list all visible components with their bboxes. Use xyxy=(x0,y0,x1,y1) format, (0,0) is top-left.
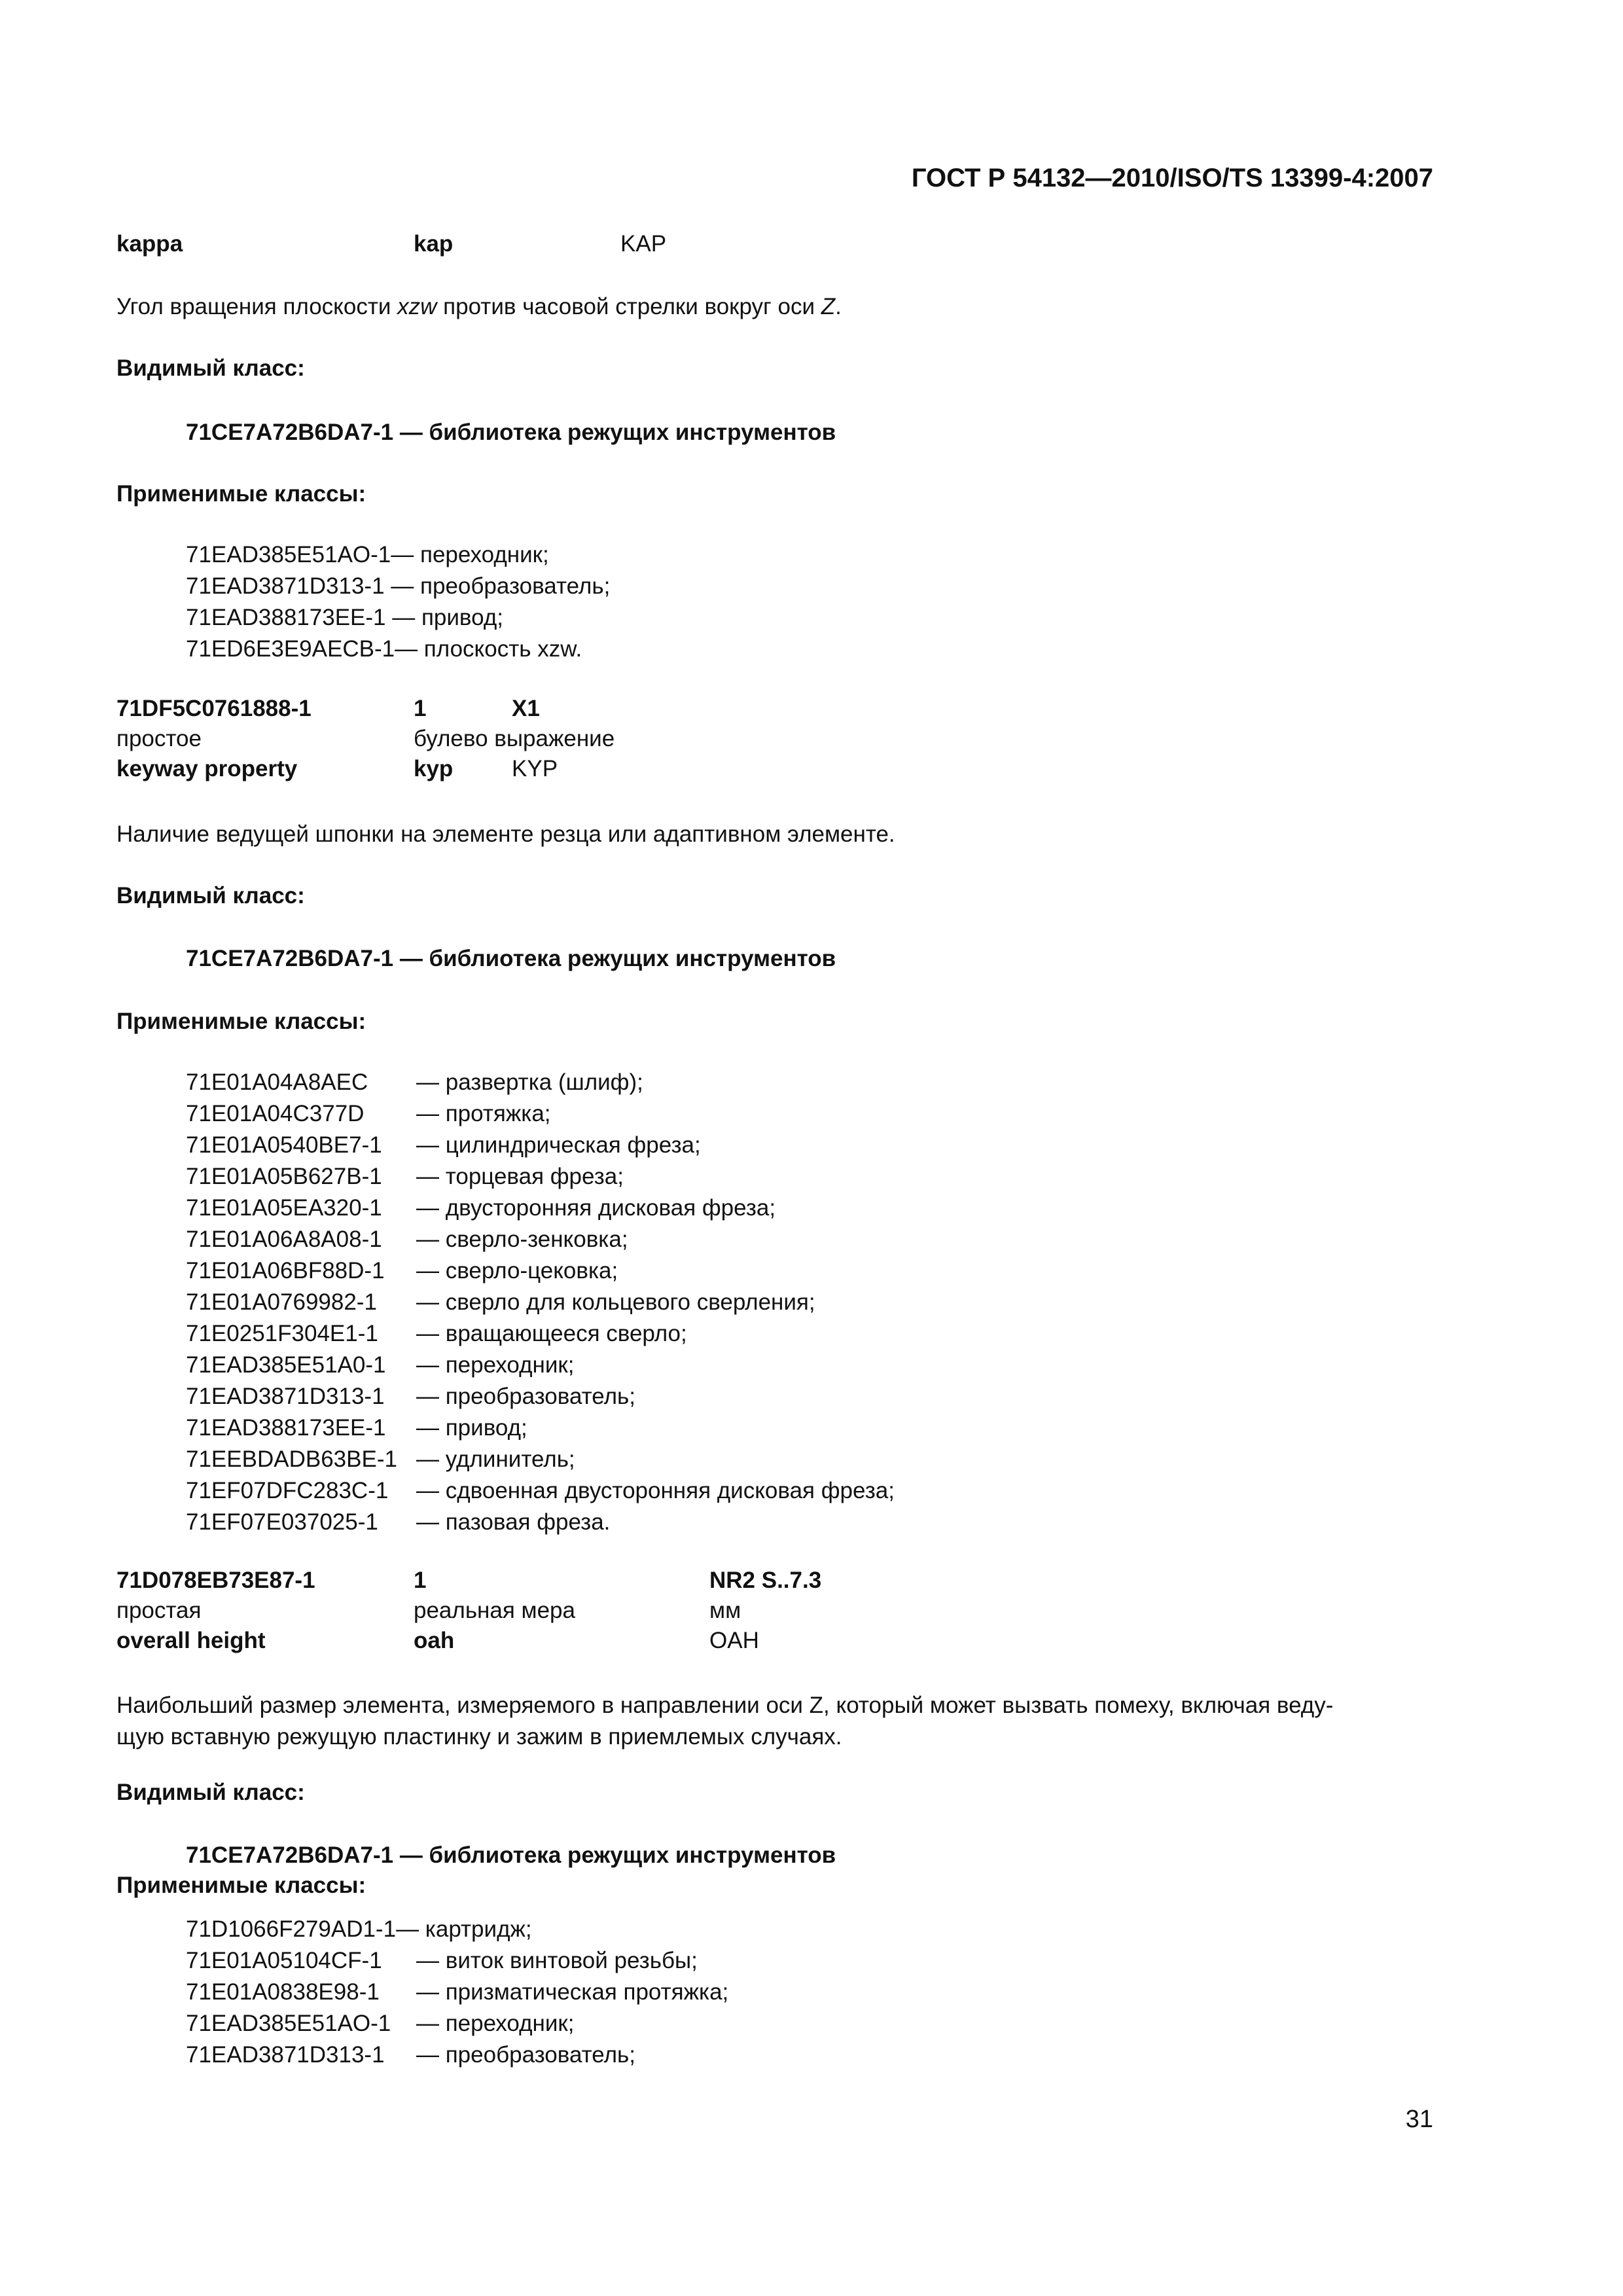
property-description: Наличие ведущей шпонки на элементе резца или адаптивном элементе. xyxy=(116,821,895,847)
list-item: 71E01A0769982-1 — сверло для кольцевого сверления; xyxy=(186,1289,815,1315)
list-item: 71EAD3871D313-1 — преобразователь; xyxy=(186,2042,635,2068)
page-number: 31 xyxy=(1405,2106,1433,2133)
visible-class-value: 71CE7A72B6DA7-1 — библиотека режущих инструментов xyxy=(186,420,836,445)
desc-variable: xzw xyxy=(397,294,437,319)
desc-axis: Z xyxy=(821,294,836,319)
list-item: 71EAD385E51A0-1 — переходник; xyxy=(186,1352,575,1378)
document-header: ГОСТ Р 54132—2010/ISO/TS 13399-4:2007 xyxy=(911,164,1433,192)
list-item: 71EAD388173EE-1 — привод; xyxy=(186,1415,527,1441)
applicable-classes-list xyxy=(186,539,610,665)
property-version: 1 xyxy=(414,696,427,721)
list-item: 71EF07E037025-1 — пазовая фреза. xyxy=(186,1509,611,1535)
list-item: 71E01A04C377D — протяжка; xyxy=(186,1101,551,1126)
list-item: 71E01A0540BE7-1 — цилиндрическая фреза; xyxy=(186,1132,701,1158)
property-version: 1 xyxy=(414,1568,427,1593)
desc-line: Наибольший размер элемента, измеряемого в направлении оси Z, который может вызвать помеху, включая веду- xyxy=(116,1693,1334,1718)
property-code: KAP xyxy=(620,231,667,257)
property-name: keyway property xyxy=(116,756,298,781)
list-item: 71E01A0838E98-1 — призматическая протяжка; xyxy=(186,1979,729,2005)
property-name: kappa xyxy=(116,231,183,257)
desc-text: Угол вращения плоскости xyxy=(116,294,398,319)
property-id: 71DF5C0761888-1 xyxy=(116,696,312,721)
property-format: NR2 S..7.3 xyxy=(709,1568,822,1593)
applicable-classes-label: Применимые классы: xyxy=(116,481,366,507)
list-item: 71E0251F304E1-1 — вращающееся сверло; xyxy=(186,1321,687,1346)
applicable-classes-label: Применимые классы: xyxy=(116,1873,366,1898)
property-name: overall height xyxy=(116,1628,266,1653)
visible-class-value: 71CE7A72B6DA7-1 — библиотека режущих инструментов xyxy=(186,946,836,971)
property-unit: мм xyxy=(709,1598,741,1623)
property-description xyxy=(116,293,842,321)
list-item: 71D1066F279AD1-1— картридж; xyxy=(186,1916,532,1942)
list-item: 71E01A06BF88D-1 — сверло-цековка; xyxy=(186,1258,618,1283)
applicable-classes-list xyxy=(186,1914,728,2071)
desc-text: . xyxy=(835,294,842,319)
desc-text: против часовой стрелки вокруг оси xyxy=(437,294,821,319)
applicable-classes-list xyxy=(186,1067,895,1538)
property-kind: простое xyxy=(116,726,202,751)
list-item: 71E01A06A8A08-1 — сверло-зенковка; xyxy=(186,1227,628,1252)
property-kind: простая xyxy=(116,1598,202,1623)
property-id: 71D078EB73E87-1 xyxy=(116,1568,315,1593)
visible-class-label: Видимый класс: xyxy=(116,883,305,908)
list-item: 71EAD385E51AO-1— переходник; xyxy=(186,542,549,567)
property-abbr: kyp xyxy=(414,756,454,781)
list-item: 71E01A05B627B-1 — торцевая фреза; xyxy=(186,1164,624,1189)
list-item: 71EF07DFC283C-1 — сдвоенная двусторонняя дисковая фреза; xyxy=(186,1478,895,1503)
property-abbr: oah xyxy=(414,1628,455,1653)
applicable-classes-label: Применимые классы: xyxy=(116,1009,366,1034)
list-item: 71EAD388173EE-1 — привод; xyxy=(186,605,503,630)
property-datatype: булево выражение xyxy=(414,726,615,751)
property-code: KYP xyxy=(512,756,558,781)
property-description xyxy=(116,1690,1438,1753)
property-abbr: kap xyxy=(414,231,454,257)
list-item: 71EAD3871D313-1 — преобразователь; xyxy=(186,1384,635,1409)
desc-line: щую вставную режущую пластинку и зажим в приемлемых случаях. xyxy=(116,1724,842,1749)
list-item: 71E01A05104CF-1 — виток винтовой резьбы; xyxy=(186,1948,698,1973)
list-item: 71EAD385E51AO-1 — переходник; xyxy=(186,2011,575,2036)
list-item: 71E01A04A8AEC — развертка (шлиф); xyxy=(186,1069,643,1095)
visible-class-label: Видимый класс: xyxy=(116,355,305,381)
property-format: X1 xyxy=(512,696,540,721)
list-item: 71E01A05EA320-1 — двусторонняя дисковая фреза; xyxy=(186,1195,776,1221)
property-code: OAH xyxy=(709,1628,759,1653)
list-item: 71ED6E3E9AECB-1— плоскость xzw. xyxy=(186,636,582,662)
visible-class-value: 71CE7A72B6DA7-1 — библиотека режущих инструментов xyxy=(186,1842,836,1868)
list-item: 71EEBDADB63BE-1 — удлинитель; xyxy=(186,1446,575,1472)
property-datatype: реальная мера xyxy=(414,1598,575,1623)
list-item: 71EAD3871D313-1 — преобразователь; xyxy=(186,573,611,599)
visible-class-label: Видимый класс: xyxy=(116,1780,305,1805)
